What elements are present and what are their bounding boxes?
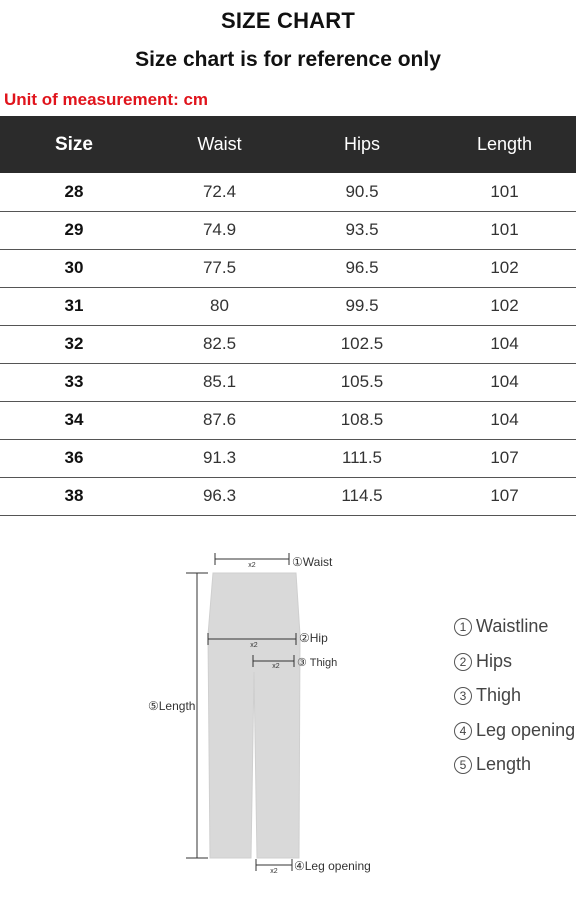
length-label: ⑤Length	[148, 699, 196, 713]
length-cell: 102	[433, 249, 576, 287]
table-row	[0, 287, 576, 325]
table-header-row	[0, 116, 576, 173]
length-cell: 107	[433, 439, 576, 477]
hip-x2-label: x2	[250, 642, 258, 649]
hips-cell: 114.5	[291, 477, 433, 515]
table-row	[0, 325, 576, 363]
hips-cell: 99.5	[291, 287, 433, 325]
length-cell: 101	[433, 173, 576, 211]
table-row	[0, 249, 576, 287]
hips-cell: 102.5	[291, 325, 433, 363]
size-cell: 28	[0, 173, 148, 211]
waist-label: ①Waist	[292, 555, 333, 569]
length-measure-line	[186, 573, 208, 858]
legend-label: Hips	[476, 650, 513, 671]
hip-label: ②Hip	[299, 631, 328, 645]
waist-cell: 85.1	[148, 363, 291, 401]
waist-cell: 87.6	[148, 401, 291, 439]
table-row	[0, 401, 576, 439]
length-cell: 104	[433, 363, 576, 401]
hips-cell: 96.5	[291, 249, 433, 287]
legend-label: Thigh	[476, 685, 522, 705]
size-cell: 29	[0, 211, 148, 249]
thigh-x2-label: x2	[272, 663, 280, 670]
waist-cell: 82.5	[148, 325, 291, 363]
waist-cell: 80	[148, 287, 291, 325]
page-title: SIZE CHART	[221, 8, 355, 33]
legend-item	[454, 720, 575, 755]
legend-number-badge: 5	[454, 756, 472, 774]
hips-cell: 108.5	[291, 401, 433, 439]
waist-cell: 96.3	[148, 477, 291, 515]
size-cell: 31	[0, 287, 148, 325]
length-cell: 104	[433, 325, 576, 363]
legend-item	[454, 616, 575, 651]
legend-number-badge: 1	[454, 618, 472, 636]
length-cell: 107	[433, 477, 576, 515]
legend-label: Leg opening	[476, 719, 576, 740]
table-row	[0, 173, 576, 211]
hips-cell: 93.5	[291, 211, 433, 249]
leg-opening-label: ④Leg opening	[294, 859, 371, 873]
unit-note: Unit of measurement: cm	[4, 90, 209, 109]
size-cell: 32	[0, 325, 148, 363]
size-cell: 33	[0, 363, 148, 401]
size-cell: 38	[0, 477, 148, 515]
size-cell: 36	[0, 439, 148, 477]
legend-number-badge: 4	[454, 722, 472, 740]
page-subtitle: Size chart is for reference only	[135, 48, 441, 71]
size-cell: 30	[0, 249, 148, 287]
column-header-hips: Hips	[343, 134, 380, 154]
legend-item	[454, 685, 575, 720]
legend-item	[454, 651, 575, 686]
waist-cell: 91.3	[148, 439, 291, 477]
size-table	[0, 116, 576, 516]
hips-cell: 90.5	[291, 173, 433, 211]
waist-cell: 74.9	[148, 211, 291, 249]
table-row	[0, 477, 576, 515]
measurement-legend	[454, 616, 575, 789]
column-header-size: Size	[54, 133, 94, 155]
table-row	[0, 211, 576, 249]
column-header-length: Length	[476, 134, 533, 154]
size-cell: 34	[0, 401, 148, 439]
legend-item	[454, 754, 575, 789]
hips-cell: 105.5	[291, 363, 433, 401]
waist-cell: 77.5	[148, 249, 291, 287]
legend-label: Length	[476, 754, 532, 774]
waist-cell: 72.4	[148, 173, 291, 211]
waist-x2-label: x2	[248, 562, 256, 569]
legend-number-badge: 3	[454, 687, 472, 705]
length-cell: 101	[433, 211, 576, 249]
legend-label: Waistline	[476, 616, 549, 636]
table-row	[0, 439, 576, 477]
table-row	[0, 363, 576, 401]
length-cell: 104	[433, 401, 576, 439]
legend-number-badge: 2	[454, 653, 472, 671]
hips-cell: 111.5	[291, 439, 433, 477]
table-body	[0, 173, 576, 515]
pants-silhouette	[208, 573, 300, 858]
length-cell: 102	[433, 287, 576, 325]
thigh-label: ③ Thigh	[297, 657, 338, 669]
leg-opening-x2-label: x2	[270, 868, 278, 875]
column-header-waist: Waist	[197, 134, 242, 154]
